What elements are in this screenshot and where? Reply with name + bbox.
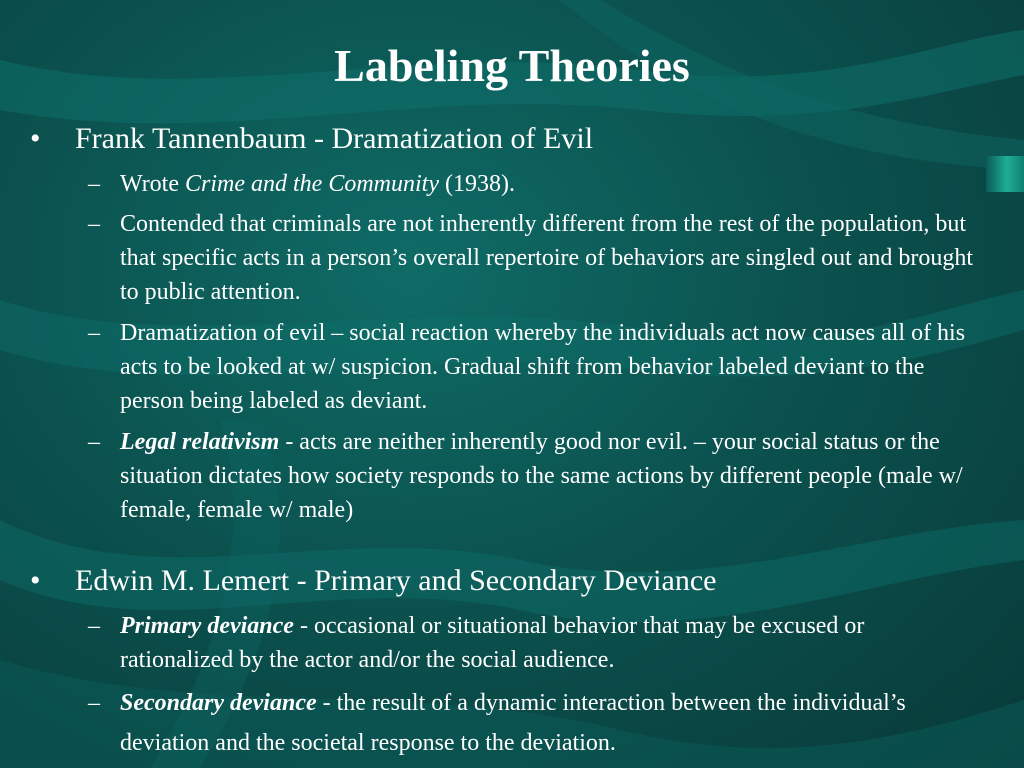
sub-dash: – (88, 429, 100, 455)
bullet-marker: • (30, 564, 41, 597)
book-title: Crime and the Community (185, 171, 439, 197)
bullet-heading: Edwin M. Lemert - Primary and Secondary Deviance (75, 564, 717, 597)
sub-rest: - occasional or situational behavior that may be excused or rationalized by the actor and/or the social audience. (120, 613, 865, 673)
sub-text: Contended that criminals are not inherently different from the rest of the population, but that specific acts in a person’s overall repertoire of behaviors are singled out and brought to public attention. (120, 211, 974, 305)
bullet-marker: • (30, 122, 41, 155)
sub-rest: - the result of a dynamic interaction between the individual’s deviation and the societal response to the deviation. (120, 690, 906, 756)
sub-dash: – (88, 690, 100, 716)
sub-text (120, 167, 980, 201)
term-secondary-deviance: Secondary deviance (120, 690, 317, 716)
sub-text: Dramatization of evil – social reaction whereby the individuals act now causes all of his acts to be looked at w/ suspicion. Gradual shift from behavior labeled deviant to the person being labeled as deviant. (120, 320, 966, 414)
sub-text (120, 609, 980, 677)
bullet-heading: Frank Tannenbaum - Dramatization of Evil (75, 122, 594, 155)
sub-dash: – (88, 320, 100, 346)
sub-rest: (1938). (439, 171, 515, 197)
sub-text (120, 683, 980, 763)
sub-text (120, 425, 980, 527)
sub-rest: - acts are neither inherently good nor evil. – your social status or the situation dictates how society responds to the same actions by different people (male w/ female, female w/ male) (120, 429, 963, 523)
sub-prefix: Wrote (120, 171, 186, 197)
term-legal-relativism: Legal relativism (120, 429, 280, 455)
accent-tab (986, 156, 1024, 192)
sub-dash: – (88, 211, 100, 237)
slide-title: Labeling Theories (334, 40, 690, 91)
term-primary-deviance: Primary deviance (120, 613, 294, 639)
sub-dash: – (88, 613, 100, 639)
sub-dash: – (88, 171, 100, 197)
